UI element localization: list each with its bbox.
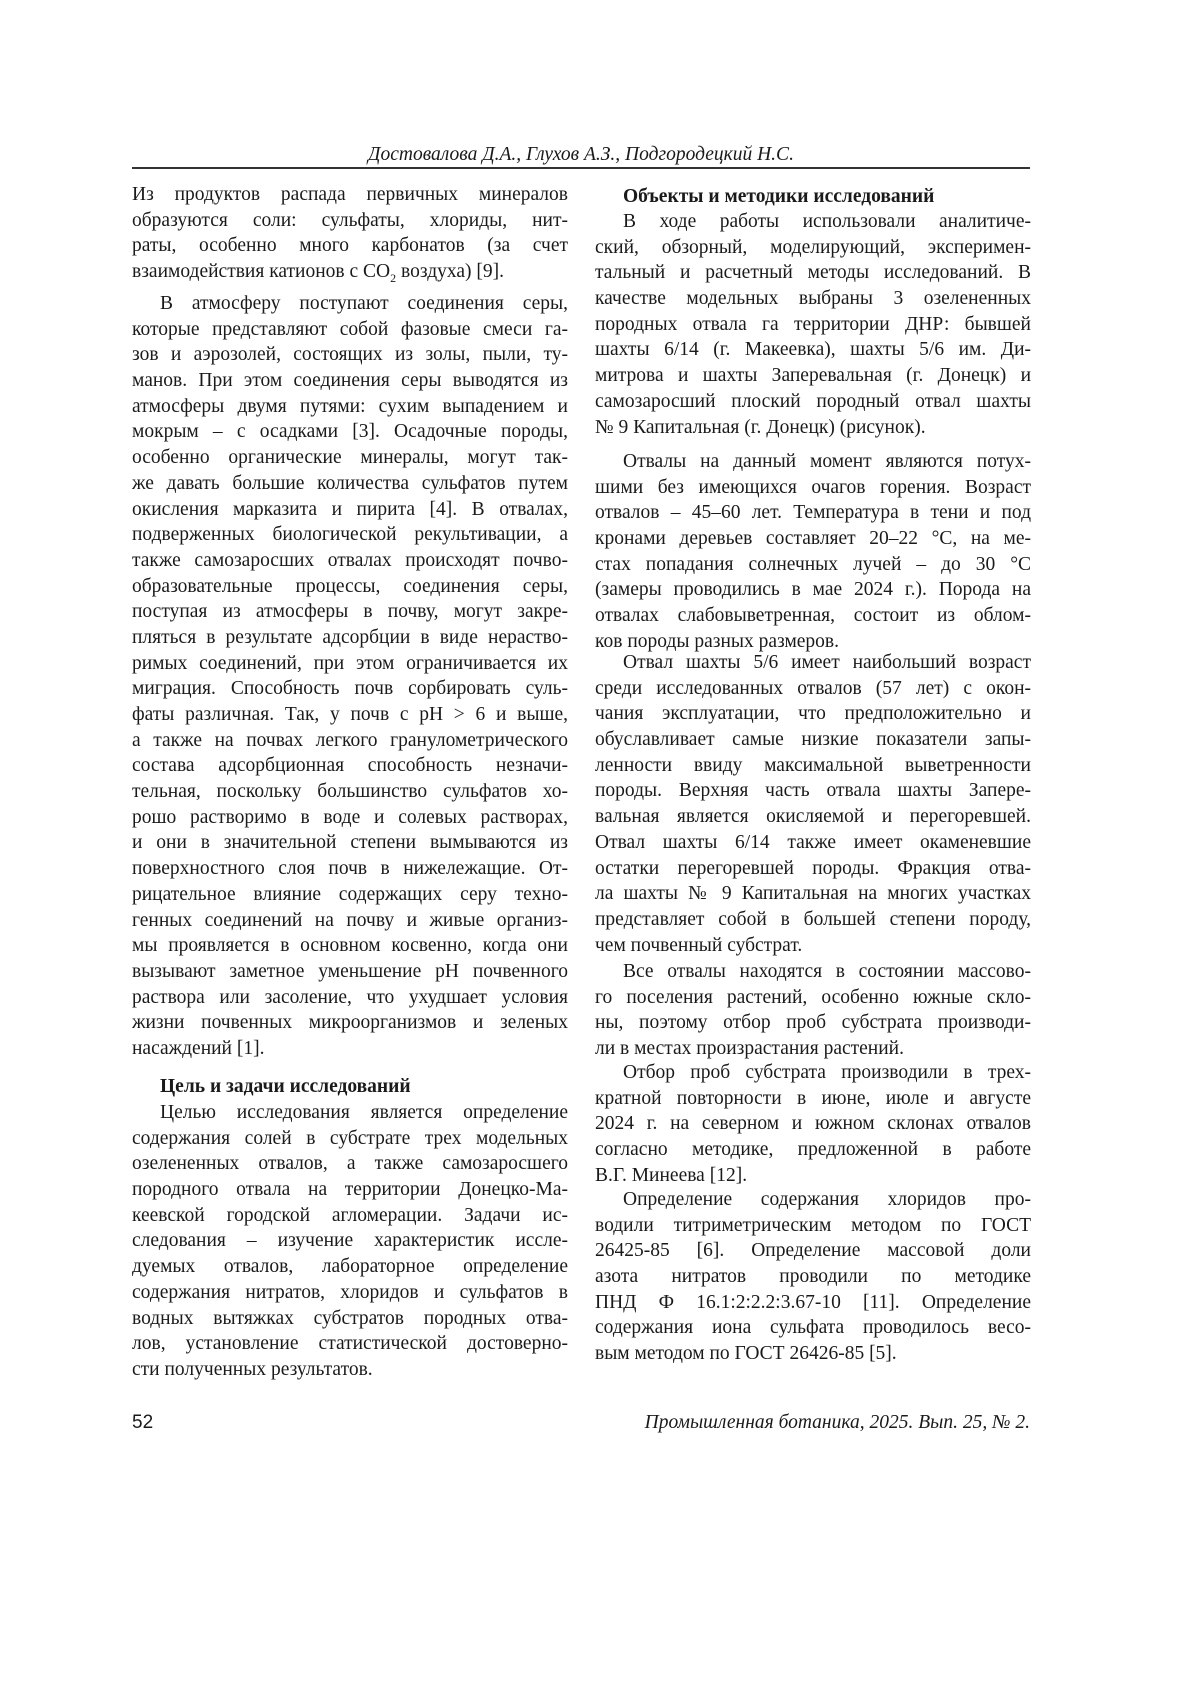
text-line: содержания нитратов, хлоридов и сульфатов в: [132, 1280, 568, 1306]
text-line: Целью исследования является определение: [132, 1100, 568, 1126]
paragraph: [132, 291, 568, 1062]
text-line: 2024 г. на северном и южном склонах отвалов: [595, 1111, 1031, 1137]
text-line: вальная является окисляемой и перегоревшей.: [595, 804, 1031, 830]
text-line: породного отвала на территории Донецко-Ма-: [132, 1177, 568, 1203]
page-number: 52: [132, 1412, 153, 1434]
text-line: образуются соли: сульфаты, хлориды, нит-: [132, 208, 568, 234]
text-line: Объекты и методики исследований: [595, 184, 1031, 210]
text-line: рицательное влияние содержащих серу техно-: [132, 882, 568, 908]
text-line: [132, 259, 568, 285]
text-line: вызывают заметное уменьшение pH почвенного: [132, 959, 568, 985]
text-line: манов. При этом соединения серы выводятся из: [132, 368, 568, 394]
paragraph: [595, 1187, 1031, 1367]
text-line: генных соединений на почву и живые организ-: [132, 908, 568, 934]
text-line: (замеры проводились в мае 2024 г.). Порода на: [595, 577, 1031, 603]
text-line: окисления марказита и пирита [4]. В отвалах,: [132, 497, 568, 523]
text-line: зов и аэрозолей, состоящих из золы, пыли, ту-: [132, 342, 568, 368]
text-line: остатки перегоревшей породы. Фракция отва-: [595, 856, 1031, 882]
text-line: го поселения растений, особенно южные скло-: [595, 985, 1031, 1011]
text-line: фаты различная. Так, у почв с pH > 6 и выше,: [132, 702, 568, 728]
text-line: 26425-85 [6]. Определение массовой доли: [595, 1238, 1031, 1264]
text-line: согласно методике, предложенной в работе: [595, 1137, 1031, 1163]
text-line: чем почвенный субстрат.: [595, 933, 1031, 959]
text-line: кронами деревьев составляет 20–22 °С, на ме-: [595, 526, 1031, 552]
text-line: же давать большие количества сульфатов путем: [132, 471, 568, 497]
text-line: отвалах слабовыветренная, состоит из облом-: [595, 603, 1031, 629]
text-line: Цель и задачи исследований: [132, 1074, 568, 1100]
text-line: состава адсорбционная способность незначи-: [132, 753, 568, 779]
text-line: мы проявляется в основном косвенно, когда они: [132, 933, 568, 959]
text-line: насаждений [1].: [132, 1036, 568, 1062]
text-line: породных отвала га территории ДНР: бывшей: [595, 312, 1031, 338]
text-line: водили титриметрическим методом по ГОСТ: [595, 1213, 1031, 1239]
subscript: 2: [390, 271, 396, 285]
text-line: Отвал шахты 6/14 также имеет окаменевшие: [595, 830, 1031, 856]
text-line: раты, особенно много карбонатов (за счет: [132, 233, 568, 259]
text-line: ла шахты № 9 Капитальная на многих участках: [595, 881, 1031, 907]
paragraph: [595, 1060, 1031, 1188]
text-line: азота нитратов проводили по методике: [595, 1264, 1031, 1290]
text-line: следования – изучение характеристик иссле-: [132, 1228, 568, 1254]
text-line: ны, поэтому отбор проб субстрата производи-: [595, 1010, 1031, 1036]
text-line: № 9 Капитальная (г. Донецк) (рисунок).: [595, 415, 1031, 441]
text-line: Из продуктов распада первичных минералов: [132, 182, 568, 208]
text-line: ли в местах произрастания растений.: [595, 1036, 1031, 1062]
text-line: кеевской городской агломерации. Задачи ис-: [132, 1203, 568, 1229]
text-line: раствора или засоление, что ухудшает условия: [132, 985, 568, 1011]
paragraph: [595, 209, 1031, 440]
text-line: римых соединений, при этом ограничивается их: [132, 651, 568, 677]
text-line: ПНД Ф 16.1:2:2.2:3.67-10 [11]. Определение: [595, 1290, 1031, 1316]
text-line: ский, обзорный, моделирующий, эксперимен-: [595, 235, 1031, 261]
header-rule: [132, 167, 1030, 169]
text-line: шими без имеющихся очагов горения. Возраст: [595, 475, 1031, 501]
text-line: пляться в результате адсорбции в виде нераство-: [132, 625, 568, 651]
paragraph: [595, 959, 1031, 1062]
text-line: ленности ввиду максимальной выветренности: [595, 753, 1031, 779]
paragraph: [132, 1100, 568, 1383]
paragraph: [595, 650, 1031, 958]
text-line: отвалов – 45–60 лет. Температура в тени и под: [595, 500, 1031, 526]
text-line: сти полученных результатов.: [132, 1357, 568, 1383]
text-line: водных вытяжках субстратов породных отва-: [132, 1306, 568, 1332]
text-line: кратной повторности в июне, июле и августе: [595, 1086, 1031, 1112]
text-line: шахты 6/14 (г. Макеевка), шахты 5/6 им. Ди-: [595, 337, 1031, 363]
text-line: содержания солей в субстрате трех модельных: [132, 1126, 568, 1152]
journal-footer: Промышленная ботаника, 2025. Вып. 25, № 2.: [645, 1412, 1030, 1434]
text-line: поступая из атмосферы в почву, могут закре-: [132, 599, 568, 625]
text-line: дуемых отвалов, лабораторное определение: [132, 1254, 568, 1280]
text-line: образовательные процессы, соединения серы,: [132, 574, 568, 600]
text-line: жизни почвенных микроорганизмов и зеленых: [132, 1010, 568, 1036]
text-line: митрова и шахты Заперевальная (г. Донецк) и: [595, 363, 1031, 389]
text-line: атмосферы двумя путями: сухим выпадением и: [132, 394, 568, 420]
text-line: особенно органические минералы, могут так-: [132, 445, 568, 471]
text-line: Определение содержания хлоридов про-: [595, 1187, 1031, 1213]
text-segment: взаимодействия катионов с CO: [132, 261, 390, 282]
text-line: миграция. Способность почв сорбировать суль-: [132, 676, 568, 702]
section-heading: [132, 1074, 568, 1100]
paragraph: [595, 449, 1031, 655]
text-line: подверженных биологической рекультивации, а: [132, 522, 568, 548]
text-line: Отвал шахты 5/6 имеет наибольший возраст: [595, 650, 1031, 676]
text-line: породы. Верхняя часть отвала шахты Запере-: [595, 778, 1031, 804]
text-line: среди исследованных отвалов (57 лет) с окон-: [595, 676, 1031, 702]
text-line: чания эксплуатации, что предположительно и: [595, 701, 1031, 727]
text-line: мокрым – с осадками [3]. Осадочные породы,: [132, 419, 568, 445]
text-segment: воздуха) [9].: [396, 261, 504, 282]
text-line: которые представляют собой фазовые смеси га-: [132, 317, 568, 343]
text-line: В.Г. Минеева [12].: [595, 1163, 1031, 1189]
text-line: качестве модельных выбраны 3 озелененных: [595, 286, 1031, 312]
text-line: лов, установление статистической достоверно-: [132, 1331, 568, 1357]
text-line: озелененных отвалов, а также самозаросшего: [132, 1151, 568, 1177]
text-line: Отбор проб субстрата производили в трех-: [595, 1060, 1031, 1086]
text-line: ков породы разных размеров.: [595, 629, 1031, 655]
section-heading: [595, 184, 1031, 210]
text-line: Все отвалы находятся в состоянии массово-: [595, 959, 1031, 985]
paragraph: [132, 182, 568, 285]
text-line: представляет собой в большей степени породу,: [595, 907, 1031, 933]
text-line: самозаросший плоский породный отвал шахты: [595, 389, 1031, 415]
text-line: тельная, поскольку большинство сульфатов хо-: [132, 779, 568, 805]
text-line: стах попадания солнечных лучей – до 30 °С: [595, 552, 1031, 578]
text-line: В ходе работы использовали аналитиче-: [595, 209, 1031, 235]
text-line: тальный и расчетный методы исследований. В: [595, 260, 1031, 286]
text-line: а также на почвах легкого гранулометрического: [132, 728, 568, 754]
text-line: также самозаросших отвалах происходят почво-: [132, 548, 568, 574]
text-line: Отвалы на данный момент являются потух-: [595, 449, 1031, 475]
text-line: рошо растворимо в воде и солевых растворах,: [132, 805, 568, 831]
text-line: В атмосферу поступают соединения серы,: [132, 291, 568, 317]
text-line: обуславливает самые низкие показатели запы-: [595, 727, 1031, 753]
text-line: вым методом по ГОСТ 26426-85 [5].: [595, 1341, 1031, 1367]
text-line: и они в значительной степени вымываются из: [132, 830, 568, 856]
text-line: содержания иона сульфата проводилось весо-: [595, 1315, 1031, 1341]
running-header-authors: Достовалова Д.А., Глухов А.З., Подгородецкий Н.С.: [132, 144, 1030, 166]
text-line: поверхностного слоя почв в нижележащие. От-: [132, 856, 568, 882]
